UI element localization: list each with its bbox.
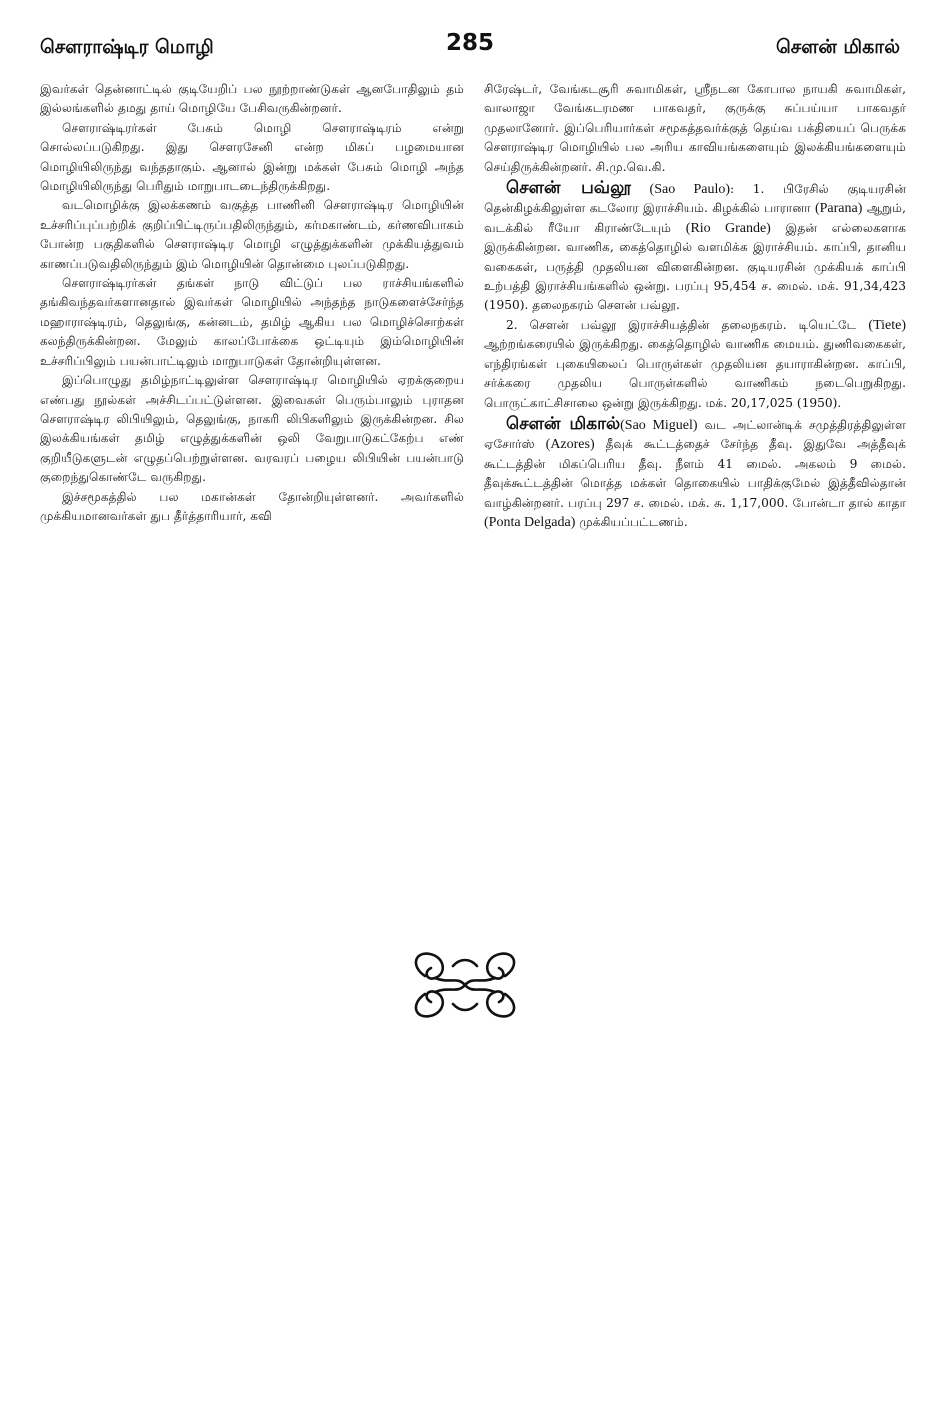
entry-sao-paulo [484, 179, 906, 316]
running-title-right: சௌன் மிகால் [775, 36, 900, 58]
paragraph: இச்சமூகத்தில் பல மகான்கள் தோன்றியுள்ளனர். அவர்களில் முக்கியமானவர்கள் துப தீர்த்தாரியார், கவி [40, 489, 464, 523]
end-ornament-icon [405, 946, 525, 1024]
left-column [40, 80, 464, 526]
entry-headword: சௌன் மிகால் [506, 413, 621, 434]
paragraph: சௌராஷ்டிரர்கள் பேசும் மொழி சௌராஷ்டிரம் என்று சொல்லப்படுகிறது. இது சௌரசேனி என்ற மிகப் பழமையான மொழியிலிருந்து வந்ததாகும். ஆனால் இன்று மக்கள் பேசும் மொழி அந்த மொழியிலிருந்து பெரிதும் மாறுபாடடைந்திருக்கிறது. [40, 120, 464, 194]
entry-sao-paulo-part2 [484, 316, 906, 413]
latin-term: (Ponta Delgada) [484, 514, 576, 530]
page-number: 285 [445, 30, 494, 56]
entry-latin-name: (Sao Paulo) [649, 182, 731, 198]
paragraph: இப்பொழுது தமிழ்நாட்டிலுள்ள சௌராஷ்டிர மொழியில் ஏறக்குறைய எண்பது நூல்கள் அச்சிடப்பட்டுள்ளன. இவைகள் பெரும்பாலும் புராதன சௌராஷ்டிர லிபியிலும், தெலுங்கு, நாகரி லிபிகளிலும் இருக்கின்றன. சில இலக்கியங்கள் தமிழ் எழுத்துக்களின் ஒலி வேறுபாடுகட்கேற்ப எண் குறியீடுகளுடன் எழுதப்பெற்றுள்ளன. வரவரப் பழைய லிபியின் பயன்பாடு குறைந்துகொண்டே வருகிறது. [40, 373, 464, 485]
entry-text: ஆறும், வடக்கில் ரீயோ கிராண்டேயும் [484, 201, 906, 235]
entry-latin-name: (Sao Miguel) [620, 417, 698, 433]
page-header [40, 30, 900, 70]
entry-text: 2. சௌன் பவ்லூ இராச்சியத்தின் தலைநகரம். டியெட்டே [506, 317, 857, 332]
latin-term: (Tiete) [868, 317, 907, 333]
paragraph: இவர்கள் தென்னாட்டில் குடியேறிப் பல நூற்றாண்டுகள் ஆனபோதிலும் தம் இல்லங்களில் தமது தாய் மொழியே பேசிவருகின்றனர். [40, 82, 464, 116]
entry-text: தீவுக் கூட்டத்தைச் சேர்ந்த தீவு. இதுவே அத்தீவுக் கூட்டத்தின் மிகப்பெரிய தீவு. நீளம் 41 மைல். அகலம் 9 மைல். தீவுக்கூட்டத்தின் மொத்த மக்கள் தொகையில் பாதிக்குமேல் இத்தீவில்தான் வாழ்கின்றனர். பரப்பு 297 ச. மைல். மக். சு. 1,17,000. போன்டா தால் காதா [484, 437, 907, 510]
latin-term: (Parana) [814, 201, 863, 217]
paragraph: சௌராஷ்டிரர்கள் தங்கள் நாடு விட்டுப் பல ராச்சியங்களில் தங்கிவந்தவர்களானதால் இவர்கள் மொழியில் அந்தந்த நாடுகளைச்சேர்ந்த மஹாராஷ்டிரம், தெலுங்கு, கன்னடம், தமிழ் ஆகிய பல மொழிச்சொற்கள் கலந்திருக்கின்றன. மேலும் காலப்போக்கை ஒட்டியும் இம்மொழியின் உச்சரிப்பிலும் பயன்பாட்டிலும் மாறுபாடுகள் தோன்றியுள்ளன. [40, 276, 464, 368]
entry-text: முக்கியப்பட்டணம். [579, 514, 688, 529]
entry-text: வட அட்லான்டிக் சமுத்திரத்திலுள்ள ஏசோர்ஸ் [484, 417, 907, 452]
running-title-left: சௌராஷ்டிர மொழி [40, 36, 214, 58]
entry-text: : 1. பிரேசில் குடியரசின் தென்கிழக்கிலுள்ள கடலோர இராச்சியம். கிழக்கில் பாரானா [484, 182, 907, 216]
paragraph: சிரேஷ்டர், வேங்கடசூரி சுவாமிகள், ஸ்ரீநடன கோபால நாயகி சுவாமிகள், வாலாஜா வேங்கடரமண பாகவதர், குருக்கு சுப்பய்யா பாகவதர் முதலானோர். இப்பெரியார்கள் சமூகத்தவர்க்குத் தெய்வ பக்தியைப் பெருக்க சௌராஷ்டிர மொழியில் பல அரிய காவியங்களையும் இலக்கியங்களையும் செய்திருக்கின்றனர். சி.மு.வெ.கி. [484, 82, 906, 174]
latin-term: (Rio Grande) [685, 220, 771, 236]
entry-text: ஆற்றங்கரையில் இருக்கிறது. கைத்தொழில் வாணிக மையம். துணிவகைகள், எந்திரங்கள் புகையிலைப் பொருள்கள் முதலியன தயாராகின்றன. காப்பி, சர்க்கரை முதலிய பொருள்களில் வாணிகம் நடைபெறுகிறது. பொருட்காட்சிசாலை ஒன்று இருக்கிறது. மக். 20,17,025 (1950). [484, 337, 906, 410]
entry-headword: சௌன் பவ்லூ [506, 178, 631, 199]
entry-text: இதன் எல்லைகளாக இருக்கின்றன. வாணிக, கைத்தொழில் வளமிக்க இராச்சியம். காப்பி, தானிய வகைகள், பருத்தி முதலியன விளைகின்றன. குடியரசின் முக்கியக் காப்பி உற்பத்தி இராச்சியங்களில் ஒன்று. பரப்பு 95,454 ச. மைல். மக். 91,34,423 (1950). தலைநகரம் சௌன் பவ்லூ. [484, 220, 907, 313]
paragraph: வடமொழிக்கு இலக்கணம் வகுத்த பாணினி சௌராஷ்டிர மொழியின் உச்சரிப்புப்பற்றிக் குறிப்பிட்டிருப்பதிலிருந்தும், கர்மகாண்டம், கர்ணவிபாகம் போன்ற பகுதிகளில் சௌராஷ்டிர மொழி எழுத்துக்களின் முக்கியத்துவம் காணப்படுவதிலிருந்தும் இம் மொழியின் தொன்மை புலப்படுகிறது. [40, 198, 464, 271]
latin-term: (Azores) [545, 437, 595, 453]
right-column [484, 80, 906, 532]
entry-sao-miguel [484, 415, 906, 532]
